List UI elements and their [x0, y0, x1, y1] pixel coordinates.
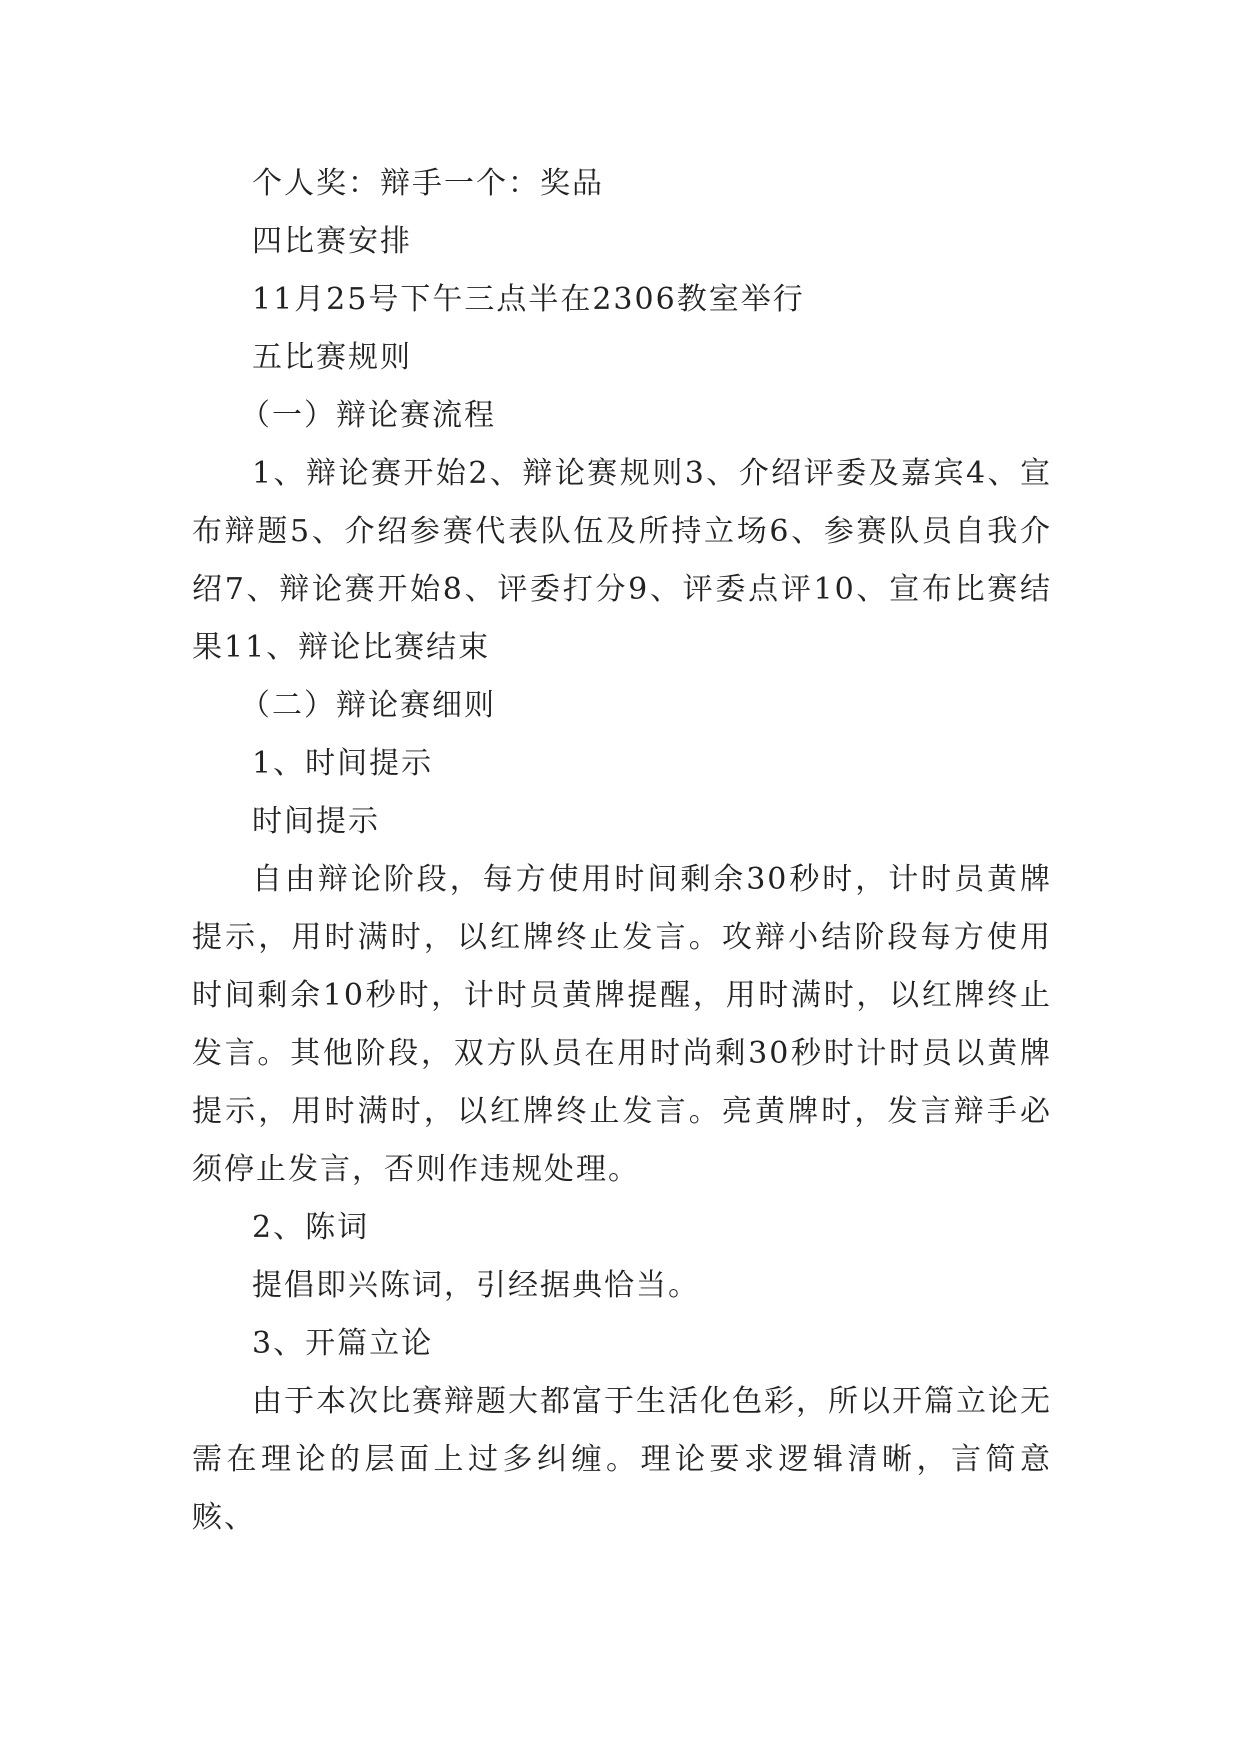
heading-subsection-2: （二）辩论赛细则 [240, 688, 496, 723]
heading-section-5: 五比赛规则 [252, 340, 412, 375]
heading-section-4: 四比赛安排 [252, 224, 412, 259]
heading-rule-3: 3、开篇立论 [252, 1326, 434, 1361]
paragraph-rule-1: 自由辩论阶段，每方使用时间剩余30秒时，计时员黄牌提示，用时满时，以红牌终止发言。攻辩小结阶段每方使用时间剩余10秒时，计时员黄牌提醒，用时满时，以红牌终止发言。其他阶段，双方队员在用时尚剩30秒时计时员以黄牌提示，用时满时，以红牌终止发言。亮黄牌时，发言辩手必须停止发言，否则作违规处理。 [192, 862, 1052, 1187]
title-rule-1: 时间提示 [252, 804, 380, 839]
document-body [192, 155, 1052, 1547]
paragraph-rule-3: 由于本次比赛辩题大都富于生活化色彩，所以开篇立论无需在理论的层面上过多纠缠。理论要求逻辑清晰，言简意赅、 [192, 1384, 1052, 1535]
paragraph-award-individual: 个人奖：辩手一个：奖品 [252, 166, 604, 201]
paragraph-procedure: 1、辩论赛开始2、辩论赛规则3、介绍评委及嘉宾4、宣布辩题5、介绍参赛代表队伍及所持立场6、参赛队员自我介绍7、辩论赛开始8、评委打分9、评委点评10、宣布比赛结果11、辩论比赛结束 [192, 456, 1052, 665]
paragraph-schedule: 11月25号下午三点半在2306教室举行 [252, 282, 805, 317]
heading-rule-1: 1、时间提示 [252, 746, 434, 781]
heading-rule-2: 2、陈词 [252, 1210, 370, 1245]
paragraph-rule-2: 提倡即兴陈词，引经据典恰当。 [252, 1268, 700, 1303]
heading-subsection-1: （一）辩论赛流程 [240, 398, 496, 433]
